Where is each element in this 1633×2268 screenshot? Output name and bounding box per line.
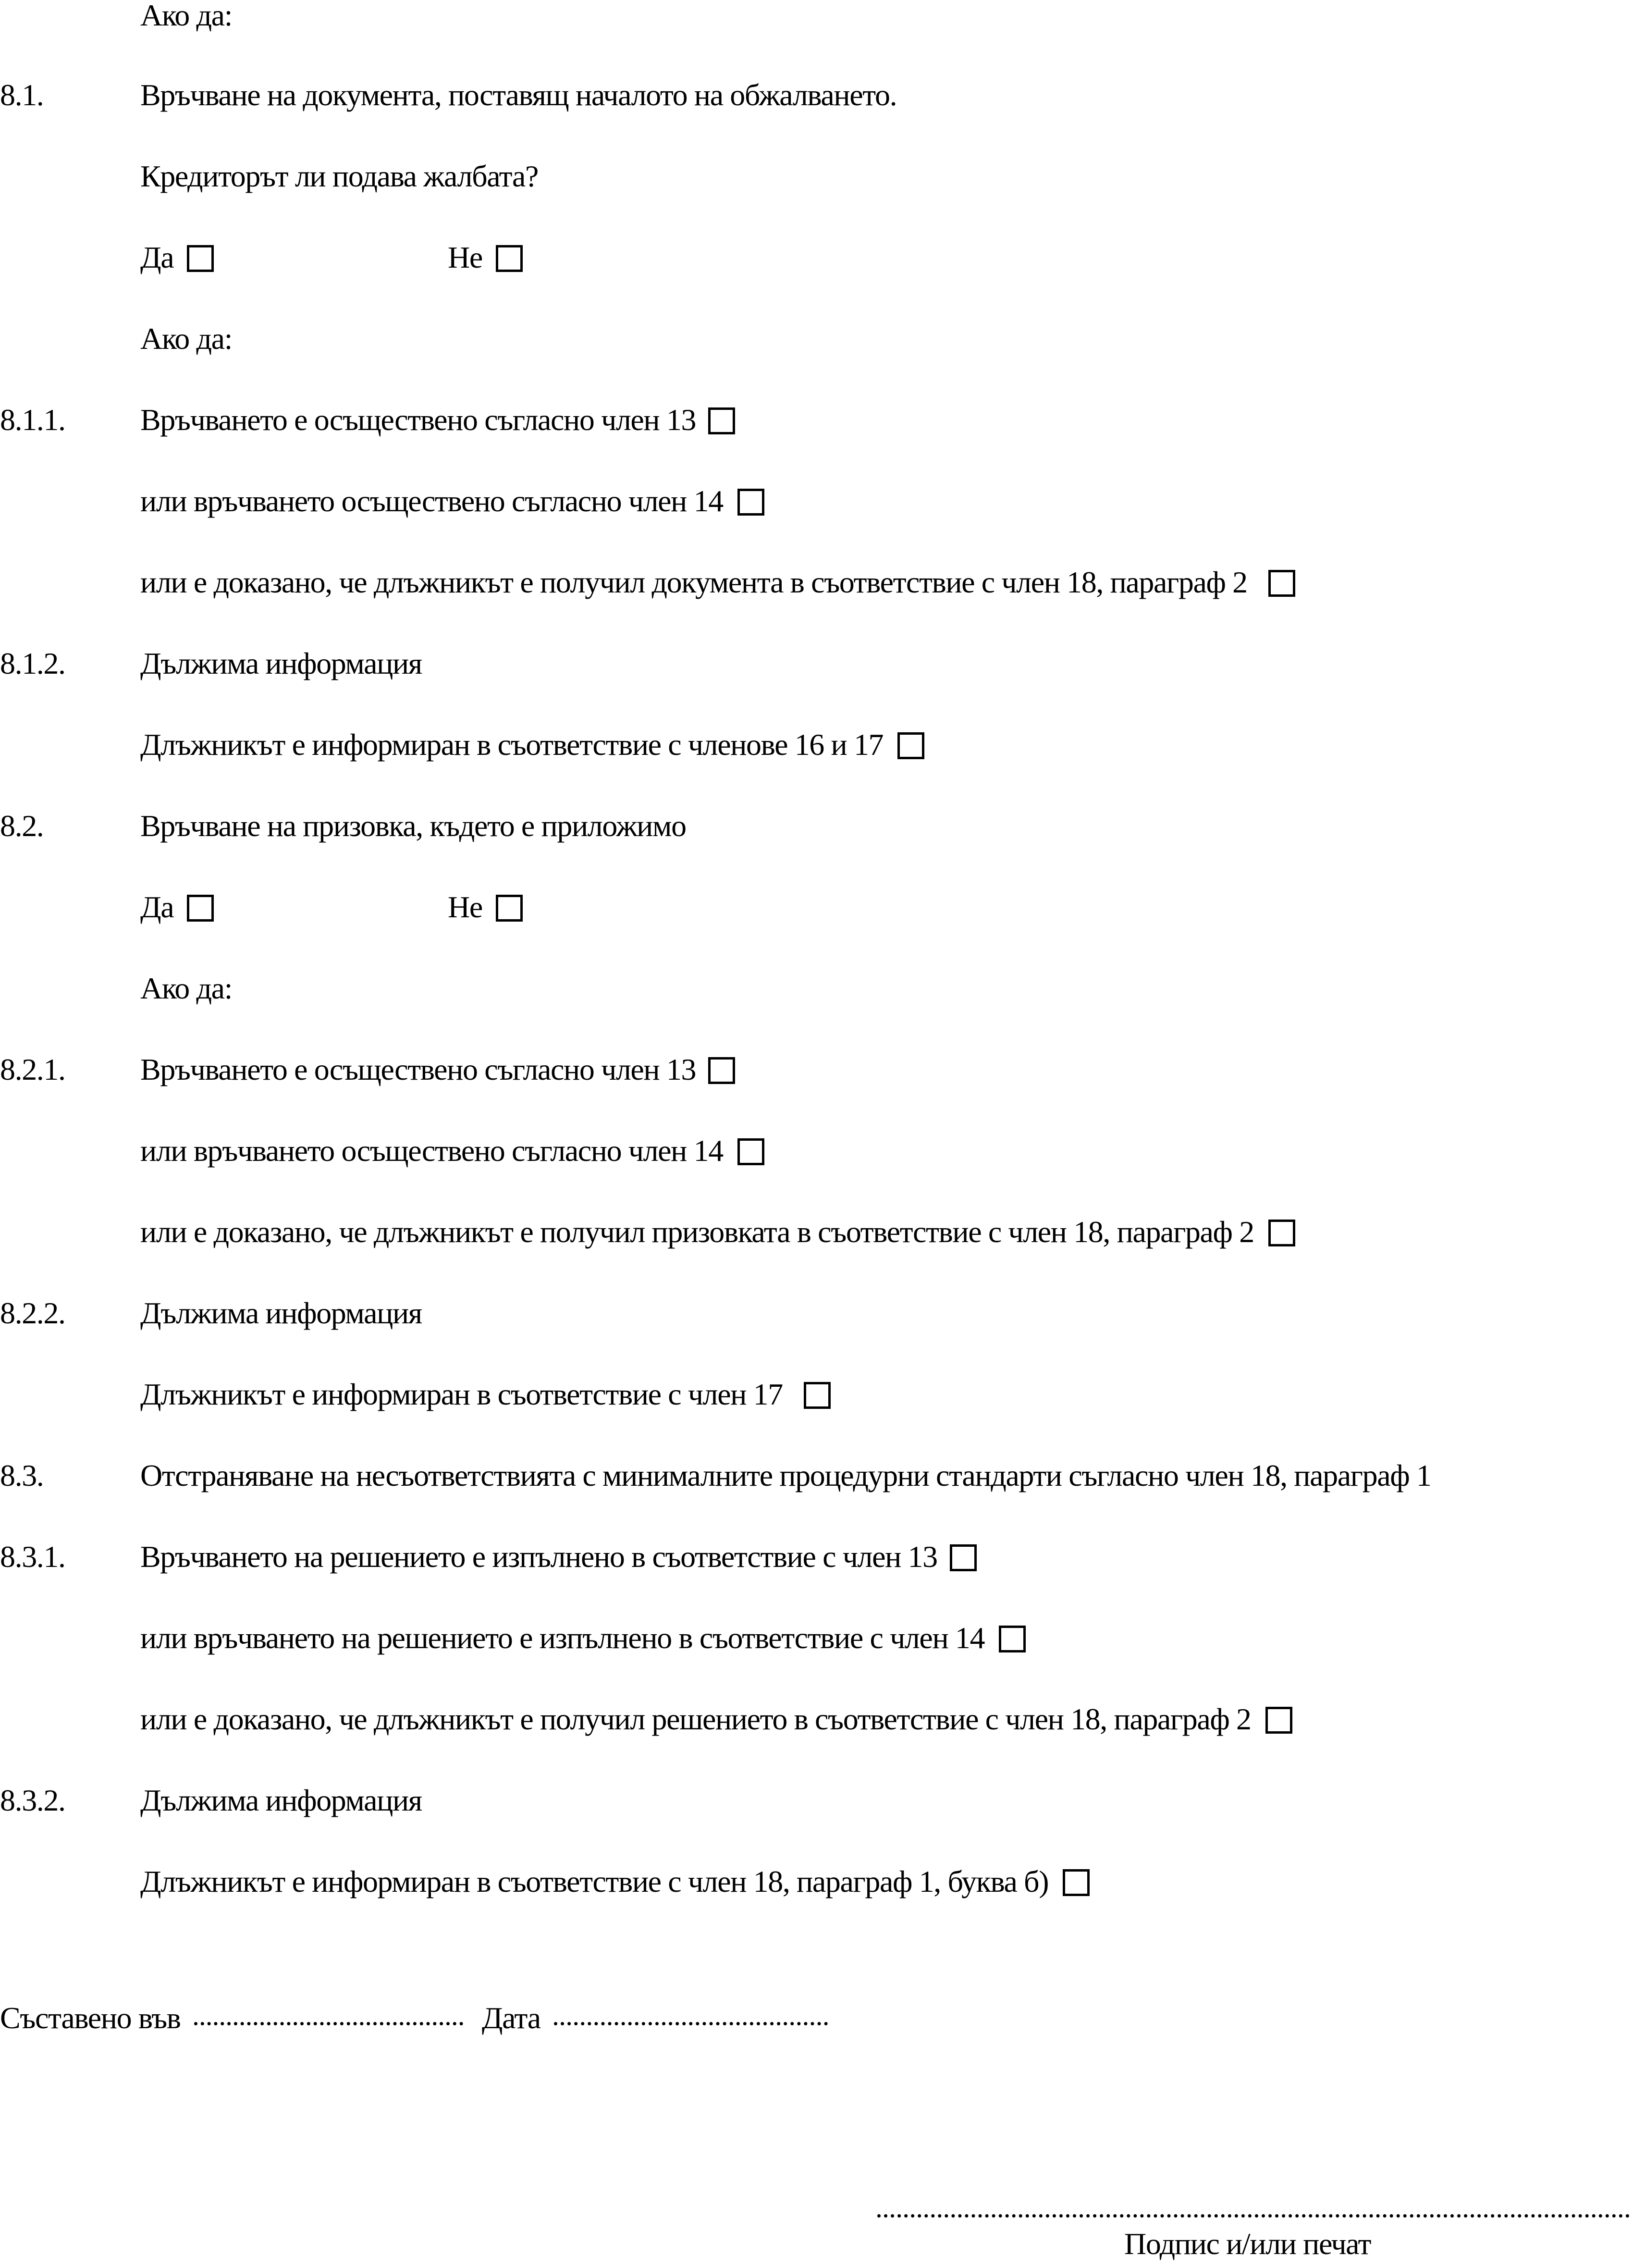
checkbox[interactable] xyxy=(1268,570,1295,597)
no-checkbox[interactable] xyxy=(496,245,523,272)
date-field[interactable] xyxy=(554,2022,828,2025)
signature-field[interactable] xyxy=(877,2214,1630,2218)
statement-text: Длъжникът е информиран в съответствие с членове 16 и 17 xyxy=(140,727,884,762)
section-8-1-1-option-1 xyxy=(140,401,735,439)
section-8-3-2-title: Дължима информация xyxy=(140,1783,422,1817)
section-8-1-title: Връчване на документа, поставящ началото на обжалването. xyxy=(140,78,897,112)
section-8-2-1-option-3 xyxy=(140,1213,1295,1251)
if-yes-label-top: Ако да: xyxy=(140,0,233,32)
yes-label: Да xyxy=(140,890,174,924)
checkbox[interactable] xyxy=(897,732,924,759)
section-8-2-no-row xyxy=(448,888,523,926)
option-text: или връчването на решението е изпълнено в съответствие с член 14 xyxy=(140,1621,985,1655)
creditor-question: Кредиторът ли подава жалбата? xyxy=(140,159,538,193)
option-text: Връчването е осъществено съгласно член 13 xyxy=(140,1052,696,1086)
option-text: или е доказано, че длъжникът е получил призовката в съответствие с член 18, параграф 2 xyxy=(140,1215,1254,1249)
checkbox[interactable] xyxy=(737,489,764,516)
option-text: или е доказано, че длъжникът е получил документа в съответствие с член 18, параграф 2 xyxy=(140,565,1247,599)
if-yes-label: Ако да: xyxy=(140,971,233,1005)
yes-label: Да xyxy=(140,240,174,274)
section-8-1-no-row xyxy=(448,238,523,277)
section-8-2-2-title: Дължима информация xyxy=(140,1296,422,1330)
section-8-1-1-option-3 xyxy=(140,563,1295,602)
option-text: Връчването е осъществено съгласно член 13 xyxy=(140,403,696,437)
section-8-3-title: Отстраняване на несъответствията с минималните процедурни стандарти съгласно член 18, параграф 1 xyxy=(140,1458,1431,1492)
section-8-2-1-number: 8.2.1. xyxy=(0,1052,65,1086)
checkbox[interactable] xyxy=(1063,1869,1090,1896)
checkbox[interactable] xyxy=(999,1626,1026,1652)
yes-checkbox[interactable] xyxy=(187,895,214,922)
option-text: или е доказано, че длъжникът е получил решението в съответствие с член 18, параграф 2 xyxy=(140,1702,1251,1736)
option-text: или връчването осъществено съгласно член 14 xyxy=(140,484,723,518)
place-date-row xyxy=(0,1999,828,2037)
section-8-1-yes-no-row xyxy=(140,238,214,277)
section-8-1-1-option-2 xyxy=(140,482,764,520)
place-field[interactable] xyxy=(194,2022,463,2025)
statement-text: Длъжникът е информиран в съответствие с член 18, параграф 1, буква б) xyxy=(140,1864,1049,1898)
yes-checkbox[interactable] xyxy=(187,245,214,272)
section-8-3-2-statement xyxy=(140,1862,1090,1901)
option-text: Връчването на решението е изпълнено в съответствие с член 13 xyxy=(140,1540,937,1574)
section-8-2-1-option-2 xyxy=(140,1132,764,1170)
checkbox[interactable] xyxy=(1268,1220,1295,1246)
section-8-2-2-statement xyxy=(140,1375,831,1414)
checkbox[interactable] xyxy=(737,1138,764,1165)
place-label: Съставено във xyxy=(0,2001,181,2035)
section-8-1-2-statement xyxy=(140,726,924,764)
section-8-3-number: 8.3. xyxy=(0,1458,44,1492)
option-text: или връчването осъществено съгласно член 14 xyxy=(140,1134,723,1168)
checkbox[interactable] xyxy=(950,1544,977,1571)
no-checkbox[interactable] xyxy=(496,895,523,922)
statement-text: Длъжникът е информиран в съответствие с член 17 xyxy=(140,1377,783,1411)
signature-label: Подпис и/или печат xyxy=(1124,2227,1371,2261)
section-8-1-2-title: Дължима информация xyxy=(140,646,422,680)
section-8-3-1-option-3 xyxy=(140,1700,1292,1738)
signature-field-row xyxy=(877,2191,1630,2230)
section-8-1-1-number: 8.1.1. xyxy=(0,403,65,437)
checkbox[interactable] xyxy=(804,1382,831,1409)
section-8-3-1-option-2 xyxy=(140,1619,1026,1657)
section-8-2-1-option-1 xyxy=(140,1050,735,1089)
section-8-3-2-number: 8.3.2. xyxy=(0,1783,65,1817)
date-label: Дата xyxy=(481,2001,540,2035)
section-8-3-1-number: 8.3.1. xyxy=(0,1540,65,1574)
section-8-2-2-number: 8.2.2. xyxy=(0,1296,65,1330)
no-label: Не xyxy=(448,240,482,274)
section-8-2-number: 8.2. xyxy=(0,809,44,843)
section-8-1-number: 8.1. xyxy=(0,78,44,112)
checkbox[interactable] xyxy=(708,1057,735,1084)
no-label: Не xyxy=(448,890,482,924)
section-8-2-yes-row xyxy=(140,888,214,926)
section-8-2-title: Връчване на призовка, където е приложимо xyxy=(140,809,686,843)
section-8-3-1-option-1 xyxy=(140,1538,977,1576)
checkbox[interactable] xyxy=(1265,1707,1292,1734)
if-yes-label: Ако да: xyxy=(140,321,233,356)
checkbox[interactable] xyxy=(708,407,735,434)
section-8-1-2-number: 8.1.2. xyxy=(0,646,65,680)
